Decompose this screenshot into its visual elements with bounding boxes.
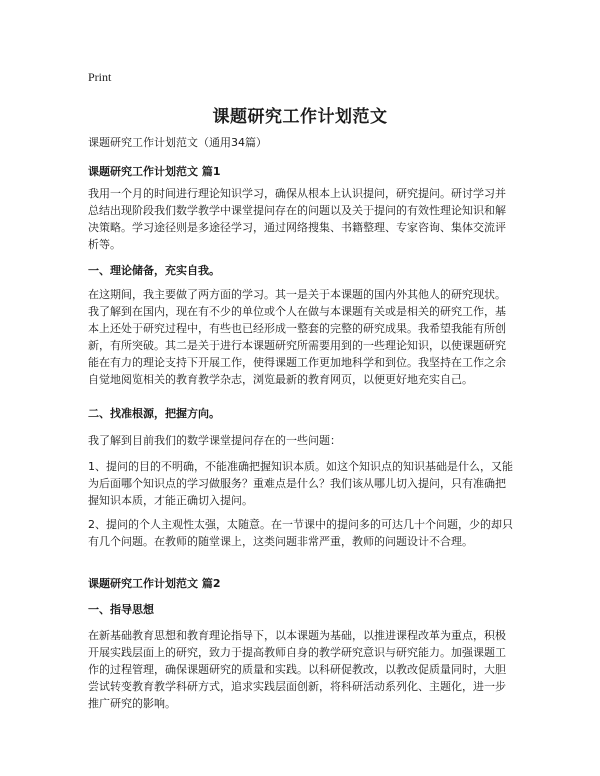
print-label: Print xyxy=(88,70,112,84)
subtitle: 课题研究工作计划范文（通用34篇） xyxy=(88,136,267,149)
paragraph: 2、提问的个人主观性太强，太随意。在一节课中的提问多的可达几十个问题，少的却只有几个问题。在教师的随堂课上，这类问题非常严重，教师的问题设计不合理。 xyxy=(88,518,513,548)
subheading: 一、指导思想 xyxy=(88,603,154,616)
subheading: 一、理论储备，充实自我。 xyxy=(88,264,220,277)
paragraph: 我用一个月的时间进行理论知识学习，确保从根本上认识提问，研究提问。研讨学习并总结出现阶段我们数学教学中课堂提问存在的问题以及关于提问的有效性理论知识和解决策略。学习途径则是多途径学习，通过网络搜集、书籍整理、专家咨询、集体交流评析等。 xyxy=(88,187,506,251)
subheading: 二、找准根源，把握方向。 xyxy=(88,407,220,420)
paragraph: 在这期间，我主要做了两方面的学习。其一是关于本课题的国内外其他人的研究现状。我了解到在国内，现在有不少的单位或个人在做与本课题有关或是相关的研究工作，基本上还处于研究过程中，有些也已经形成一整套的完整的研究成果。我希望我能有所创新，有所突破。其二是关于进行本课题研究所需要用到的一些理论知识，以使课题研究能在有力的理论支持下开展工作，使得课题工作更加地科学和到位。我坚持在工作之余自觉地阅览相关的教育教学杂志，浏览最新的教育网页，以便更好地充实自己。 xyxy=(88,288,506,386)
paragraph: 在新基础教育思想和教育理论指导下，以本课题为基础，以推进课程改革为重点，积极开展实践层面上的研究，致力于提高教师自身的教学研究意识与研究能力。加强课题工作的过程管理，确保课题研究的质量和实践。以科研促教改，以教改促质量同时，大胆尝试转变教育教学科研方式，追求实践层面创新，将科研活动系列化、主题化，进一步推广研究的影响。 xyxy=(88,629,506,710)
paragraph: 1、提问的目的不明确，不能准确把握知识本质。如这个知识点的知识基础是什么，又能为后面哪个知识点的学习做服务？重难点是什么？我们该从哪儿切入提问，只有准确把握知识本质，才能正确切入提问。 xyxy=(88,460,513,507)
section-heading-1: 课题研究工作计划范文 篇1 xyxy=(88,165,221,178)
section-heading-2: 课题研究工作计划范文 篇2 xyxy=(88,577,221,590)
page-title: 课题研究工作计划范文 xyxy=(212,107,388,127)
paragraph: 我了解到目前我们的数学课堂提问存在的一些问题： xyxy=(88,434,341,447)
